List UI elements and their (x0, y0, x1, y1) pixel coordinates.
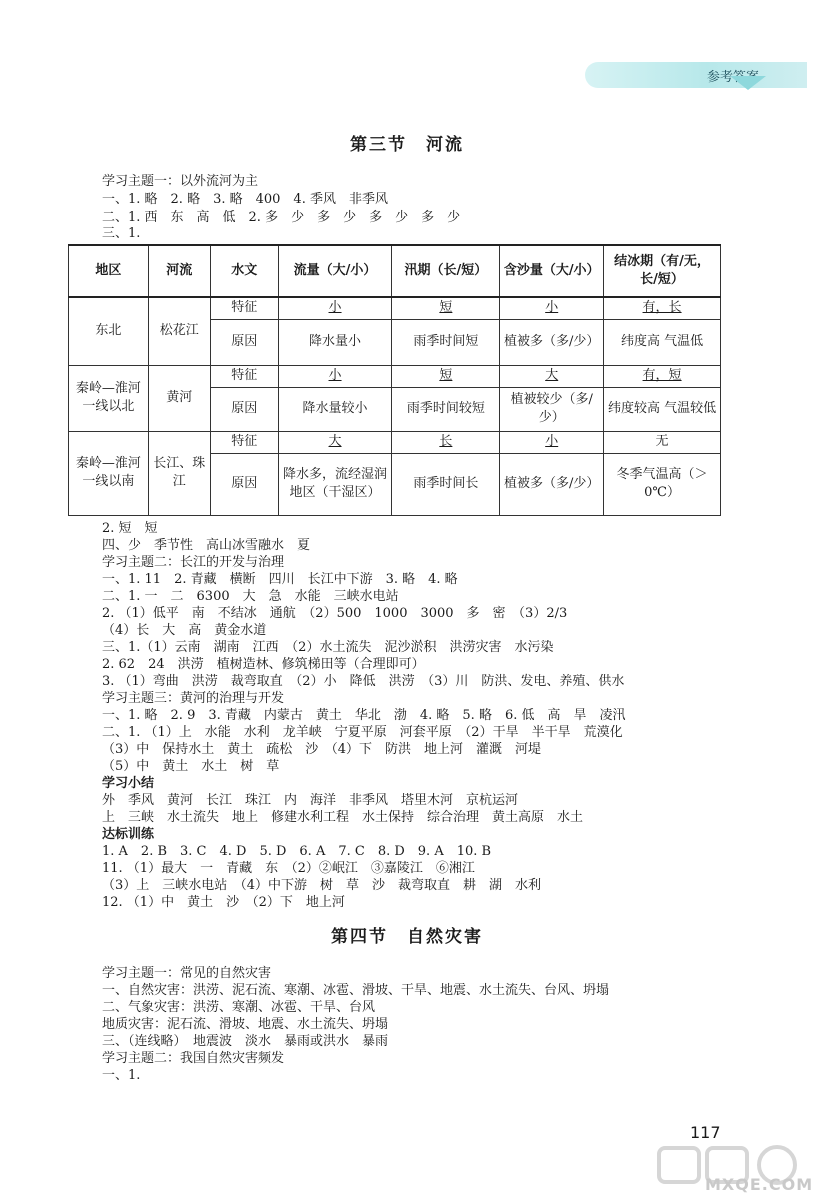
text-line: 学习主题二：长江的开发与治理 (102, 555, 285, 570)
text-line: 一、自然灾害：洪涝、泥石流、寒潮、冰雹、滑坡、干旱、地震、水土流失、台风、坍塌 (102, 983, 610, 998)
text-line: 2. 短 短 (102, 521, 158, 536)
feature-flow: 小 (278, 297, 392, 319)
feature-sediment: 大 (500, 365, 604, 387)
river-cell: 松花江 (148, 297, 210, 365)
reason-flow: 降水量小 (278, 319, 392, 365)
drill-heading: 达标训练 (102, 827, 155, 842)
feature-freeze: 有，长 (604, 297, 721, 319)
text-line: 学习主题三：黄河的治理与开发 (102, 691, 285, 706)
text-line: （3）中 保持水土 黄土 疏松 沙 （4）下 防洪 地上河 灌溉 河堤 (102, 742, 542, 757)
summary-heading: 学习小结 (102, 776, 155, 791)
page-number: 117 (690, 1123, 721, 1142)
text-line: 二、气象灾害：洪涝、寒潮、冰雹、干旱、台风 (102, 1000, 376, 1015)
text-line: 学习主题一：常见的自然灾害 (102, 966, 272, 981)
text-line: 地质灾害：泥石流、滑坡、地震、水土流失、坍塌 (102, 1017, 389, 1032)
header-river: 河流 (148, 245, 210, 297)
text-line: 1. A 2. B 3. C 4. D 5. D 6. A 7. C 8. D 9. A 10. B (102, 844, 492, 859)
watermark-text: MXQE.COM (705, 1175, 814, 1194)
text-line: 三、1. (102, 226, 141, 241)
answer-key-banner (585, 62, 807, 88)
section-4-title: 第四节 自然灾害 (331, 927, 483, 947)
feature-flow: 大 (278, 431, 392, 453)
banner-label: 参考答案 (706, 70, 759, 85)
feature-label: 特征 (210, 431, 278, 453)
header-flood-season: 汛期（长/短） (392, 245, 500, 297)
text-line: 二、1. （1）上 水能 水利 龙羊峡 宁夏平原 河套平原 （2）干旱 半干旱 荒漠化 (102, 725, 623, 740)
banner-chevron-icon (730, 76, 766, 90)
reason-label: 原因 (210, 453, 278, 515)
river-hydrology-table (68, 244, 721, 516)
text-line: 四、少 季节性 高山冰雪融水 夏 (102, 538, 311, 553)
section-3-title: 第三节 河流 (350, 135, 464, 155)
text-line: （5）中 黄土 水土 树 草 (102, 759, 280, 774)
reason-flood: 雨季时间较短 (392, 387, 500, 431)
text-line: 二、1. 西 东 高 低 2. 多 少 多 少 多 少 多 少 (102, 210, 461, 225)
header-hydrology: 水文 (210, 245, 278, 297)
reason-sediment: 植被多（多/少） (500, 319, 604, 365)
text-line: 11. （1）最大 一 青藏 东 （2）②岷江 ③嘉陵江 ⑥湘江 (102, 861, 475, 876)
text-line: 一、1. (102, 1068, 141, 1083)
reason-flood: 雨季时间长 (392, 453, 500, 515)
header-sediment: 含沙量（大/小） (500, 245, 604, 297)
text-line: 三、1.（1）云南 湖南 江西 （2）水土流失 泥沙淤积 洪涝灾害 水污染 (102, 640, 554, 655)
reason-flow: 降水量较小 (278, 387, 392, 431)
text-line: 2. 62 24 洪涝 植树造林、修筑梯田等（合理即可） (102, 657, 425, 672)
reason-freeze: 纬度较高 气温较低 (604, 387, 721, 431)
reason-flow: 降水多，流经湿润地区（干湿区） (278, 453, 392, 515)
text-line: 12. （1）中 黄土 沙 （2）下 地上河 (102, 895, 345, 910)
text-line: 二、1. 一 二 6300 大 急 水能 三峡水电站 (102, 589, 399, 604)
text-line: 一、1. 略 2. 9 3. 青藏 内蒙古 黄土 华北 渤 4. 略 5. 略 6. 低 高 旱 凌汛 (102, 708, 626, 723)
reason-freeze: 纬度高 气温低 (604, 319, 721, 365)
feature-sediment: 小 (500, 297, 604, 319)
text-line: 学习主题二：我国自然灾害频发 (102, 1051, 285, 1066)
reason-label: 原因 (210, 319, 278, 365)
feature-freeze: 无 (604, 431, 721, 453)
region-cell: 秦岭—淮河一线以北 (69, 365, 149, 431)
reason-flood: 雨季时间短 (392, 319, 500, 365)
text-line: 上 三峡 水土流失 地上 修建水利工程 水土保持 综合治理 黄土高原 水土 (102, 810, 584, 825)
header-flow: 流量（大/小） (278, 245, 392, 297)
feature-freeze: 有，短 (604, 365, 721, 387)
text-line: 一、1. 11 2. 青藏 横断 四川 长江中下游 3. 略 4. 略 (102, 572, 458, 587)
reason-freeze: 冬季气温高（＞0℃） (604, 453, 721, 515)
region-cell: 秦岭—淮河一线以南 (69, 431, 149, 515)
text-line: （4）长 大 高 黄金水道 (102, 623, 267, 638)
river-cell: 黄河 (148, 365, 210, 431)
reason-sediment: 植被较少（多/少） (500, 387, 604, 431)
region-cell: 东北 (69, 297, 149, 365)
text-line: 一、1. 略 2. 略 3. 略 400 4. 季风 非季风 (102, 192, 388, 207)
feature-flood: 长 (392, 431, 500, 453)
reason-label: 原因 (210, 387, 278, 431)
reason-sediment: 植被多（多/少） (500, 453, 604, 515)
feature-flow: 小 (278, 365, 392, 387)
text-line: （3）上 三峡水电站 （4）中下游 树 草 沙 裁弯取直 耕 湖 水利 (102, 878, 542, 893)
text-line: 外 季风 黄河 长江 珠江 内 海洋 非季风 塔里木河 京杭运河 (102, 793, 519, 808)
feature-label: 特征 (210, 365, 278, 387)
river-cell: 长江、珠江 (148, 431, 210, 515)
text-line: 学习主题一：以外流河为主 (102, 174, 259, 189)
text-line: 三、（连线略） 地震波 淡水 暴雨或洪水 暴雨 (102, 1034, 389, 1049)
text-line: 2. （1）低平 南 不结冰 通航 （2）500 1000 3000 多 密 （3）2/3 (102, 606, 568, 621)
feature-sediment: 小 (500, 431, 604, 453)
feature-flood: 短 (392, 297, 500, 319)
header-freeze-period: 结冰期（有/无，长/短） (604, 245, 721, 297)
feature-flood: 短 (392, 365, 500, 387)
feature-label: 特征 (210, 297, 278, 319)
header-region: 地区 (69, 245, 149, 297)
text-line: 3. （1）弯曲 洪涝 裁弯取直 （2）小 降低 洪涝 （3）川 防洪、发电、养殖、供水 (102, 674, 625, 689)
